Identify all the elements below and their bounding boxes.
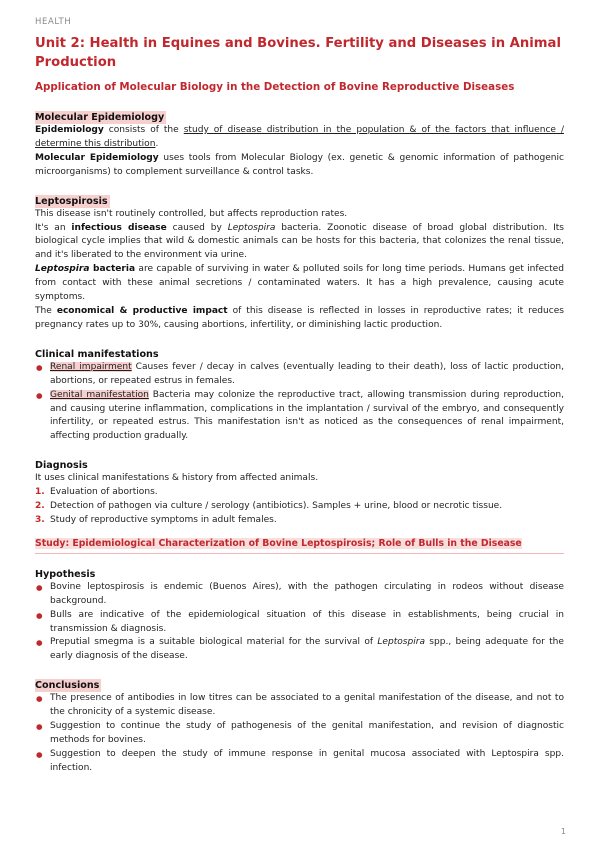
diagnosis-intro: It uses clinical manifestations & history from affected animals. <box>35 473 319 484</box>
paragraph: Leptospira bacteria are capable of surviving in water & polluted soils for long time periods. Humans get infected from contact with these animal secretions / contaminated waters. It has a high prevalence, causing acute symptoms. <box>35 264 564 303</box>
clinical-manifestations-section <box>35 342 564 444</box>
paragraph: It's an infectious disease caused by Leptospira bacteria. Zoonotic disease of broad global distribution. Its biological cycle implies that wild & domestic animals can be hosts for this bacteria, that colonizes the renal tissue, and it's liberated to the environment via urine. <box>35 222 564 261</box>
category-label: HEALTH <box>35 17 72 27</box>
molecular-epidemiology-section <box>35 105 564 180</box>
molecular-epidemiology-definition: Molecular Epidemiology uses tools from Molecular Biology (ex. genetic & genomic information of pathogenic microorganisms) to complement surveillance & control tasks. <box>35 152 564 177</box>
term: Molecular Epidemiology <box>35 152 159 163</box>
study-title: Study: Epidemiological Characterization of Bovine Leptospirosis; Role of Bulls in the Disease <box>35 537 564 554</box>
term: Epidemiology <box>35 125 104 135</box>
paragraph: This disease isn't routinely controlled, but affects reproduction rates. <box>35 208 348 219</box>
clinical-list <box>35 361 564 444</box>
paragraph: The economical & productive impact of this disease is reflected in losses in reproductive rates; it reduces pregnancy rates up to 30%, causing abortions, infertility, or diminishing lactic production. <box>35 305 564 330</box>
diagnosis-heading: Diagnosis <box>35 460 88 472</box>
page-title: Unit 2: Health in Equines and Bovines. Fertility and Diseases in Animal Production <box>35 36 561 70</box>
diagnosis-list <box>35 486 564 528</box>
hypothesis-section <box>35 562 564 664</box>
list-item: 2. Detection of pathogen via culture / serology (antibiotics). Samples + urine, blood or necrotic tissue. <box>35 501 503 512</box>
hypothesis-heading: Hypothesis <box>35 568 96 580</box>
list-item: ● Bulls are indicative of the epidemiological situation of this disease in establishments, being crucial in transmission & diagnosis. <box>35 609 564 637</box>
conclusions-heading: Conclusions <box>35 680 100 692</box>
list-item: ● Bovine leptospirosis is endemic (Buenos Aires), with the pathogen circulating in rodeos without disease background. <box>35 581 564 609</box>
leptospirosis-heading: Leptospirosis <box>35 195 108 207</box>
conclusions-section <box>35 673 564 775</box>
list-item: ● Suggestion to deepen the study of immune response in genital mucosa associated with Leptospira spp. infection. <box>35 748 564 776</box>
epidemiology-definition: Epidemiology consists of the study of disease distribution in the population & of the factors that influence / determine this distribution. <box>35 125 565 149</box>
page-number: 1 <box>560 827 566 836</box>
conclusions-list <box>35 692 564 775</box>
list-item: ● Genital manifestation Bacteria may colonize the reproductive tract, allowing transmission during reproduction, and causing uterine inflammation, complications in the implantation / survival of the embryo, and consequently infertility, or repeated estrus. This manifestation isn't as noticed as the consequences of renal impairment, affecting production gradually. <box>35 389 564 445</box>
section-subtitle: Application of Molecular Biology in the Detection of Bovine Reproductive Diseases <box>35 81 515 93</box>
diagnosis-section <box>35 453 564 528</box>
list-item: 1. Evaluation of abortions. <box>35 487 158 498</box>
underlined-text: study of disease distribution in the population & of the factors that influence / determine this distribution <box>35 125 565 149</box>
list-item: ● Suggestion to continue the study of pathogenesis of the genital manifestation, and revision of diagnostic methods for bovines. <box>35 720 564 748</box>
list-item: 3. Study of reproductive symptoms in adult females. <box>35 514 277 525</box>
list-item: ● Renal impairment Causes fever / decay in calves (eventually leading to their death), loss of lactic production, abortions, or repeated estrus in females. <box>35 361 564 389</box>
leptospirosis-section <box>35 189 564 333</box>
hypothesis-list <box>35 581 564 664</box>
molecular-epidemiology-heading: Molecular Epidemiology <box>35 112 165 123</box>
list-item: ● The presence of antibodies in low titres can be associated to a genital manifestation of the disease, and not to the chronicity of a systemic disease. <box>35 692 564 720</box>
list-item: ● Preputial smegma is a suitable biological material for the survival of Leptospira spp., being adequate for the early diagnosis of the disease. <box>35 636 564 664</box>
clinical-manifestations-heading: Clinical manifestations <box>35 348 159 360</box>
